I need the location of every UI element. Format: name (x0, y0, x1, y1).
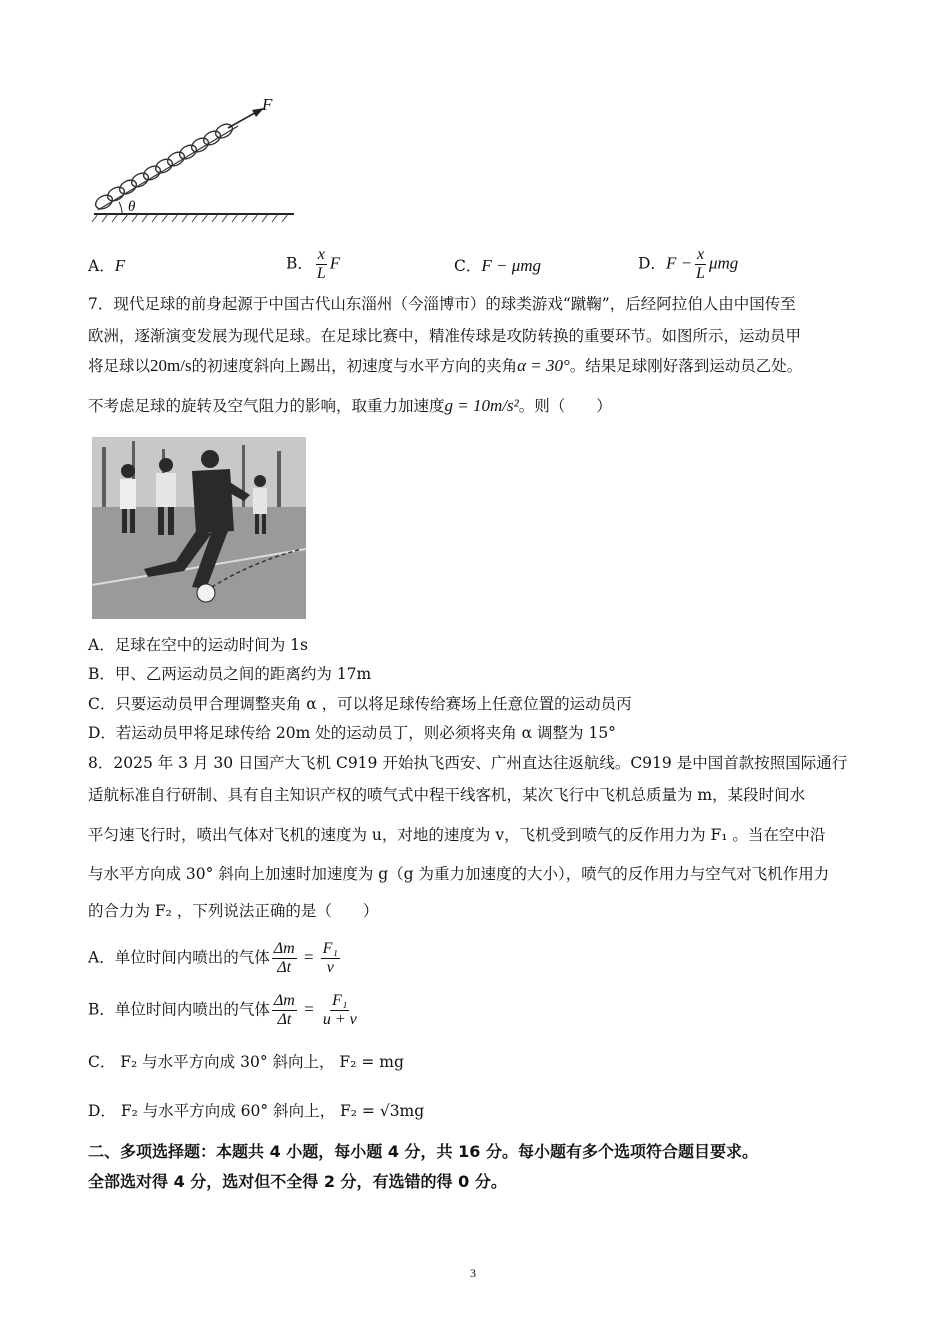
section-2-heading-line-2: 全部选对得 4 分，选对但不全得 2 分，有选错的得 0 分。 (88, 1172, 507, 1191)
q7-option-b: B．甲、乙两运动员之间的距离约为 17m (88, 665, 372, 683)
q8-line-4: 与水平方向成 30° 斜向上加速时加速度为 g（g 为重力加速度的大小），喷气的反作用力与空气对飞机作用力 (88, 865, 830, 883)
q7-line-3: 将足球以20m/s的初速度斜向上踢出，初速度与水平方向的夹角α = 30°。结果足球刚好落到运动员乙处。 (88, 356, 803, 375)
q7-line-4: 不考虑足球的旋转及空气阻力的影响，取重力加速度g = 10m/s²。则（ ） (88, 396, 612, 415)
angle-label: θ (128, 199, 136, 215)
q7-option-c: C．只要运动员甲合理调整夹角 α ，可以将足球传给赛场上任意位置的运动员丙 (88, 695, 632, 713)
section-2-heading-line-1: 二、多项选择题：本题共 4 小题，每小题 4 分，共 16 分。每小题有多个选项符合题目要求。 (88, 1142, 758, 1161)
rope-coils (93, 121, 235, 211)
q6-option-c: C．F − μmg (454, 256, 542, 275)
q7-option-d: D．若运动员甲将足球传给 20m 处的运动员丁，则必须将夹角 α 调整为 15° (88, 724, 616, 742)
q8-option-c: C． F₂ 与水平方向成 30° 斜向上， F₂ = mg (88, 1053, 404, 1071)
force-label: F (262, 98, 273, 114)
q8-option-a: A．单位时间内喷出的气体 $\frac{\Delta m}{\Delta t}$ = $\frac{\text{F₁}}{v}$ (88, 940, 338, 976)
q6-option-d: D．F − $\frac{x}{L}$ μmg (638, 246, 739, 282)
rope-incline-figure (88, 98, 298, 224)
q8-line-5: 的合力为 F₂ ，下列说法正确的是（ ） (88, 902, 379, 920)
q6-option-b: B． $\frac{x}{L}$ F (286, 246, 341, 282)
q8-line-3: 平匀速飞行时，喷出气体对飞机的速度为 u，对地的速度为 v，飞机受到喷气的反作用力为 F₁ 。当在空中沿 (88, 826, 826, 844)
q6-option-a: A．F (88, 256, 126, 275)
soccer-photo (92, 437, 306, 619)
q7-option-a: A．足球在空中的运动时间为 1s (88, 636, 308, 654)
q8-line-2: 适航标准自行研制、具有自主知识产权的喷气式中程干线客机，某次飞行中飞机总质量为 m，某段时间水 (88, 786, 806, 804)
q7-line-2: 欧洲，逐渐演变发展为现代足球。在足球比赛中，精准传球是攻防转换的重要环节。如图所示，运动员甲 (88, 327, 802, 345)
q7-line-1: 7．现代足球的前身起源于中国古代山东淄州（今淄博市）的球类游戏“蹴鞠”，后经阿拉伯人由中国传至 (88, 295, 796, 313)
page-number: 3 (470, 1266, 476, 1280)
q8-line-1: 8．2025 年 3 月 30 日国产大飞机 C919 开始执飞西安、广州直达往返航线。C919 是中国首款按照国际通行 (88, 754, 848, 772)
q8-option-b: B．单位时间内喷出的气体 $\frac{\Delta m}{\Delta t}$ = $\frac{\text{F₁}}{u + v}$ (88, 992, 357, 1028)
q8-option-d: D． F₂ 与水平方向成 60° 斜向上， F₂ = √3mg (88, 1102, 425, 1120)
